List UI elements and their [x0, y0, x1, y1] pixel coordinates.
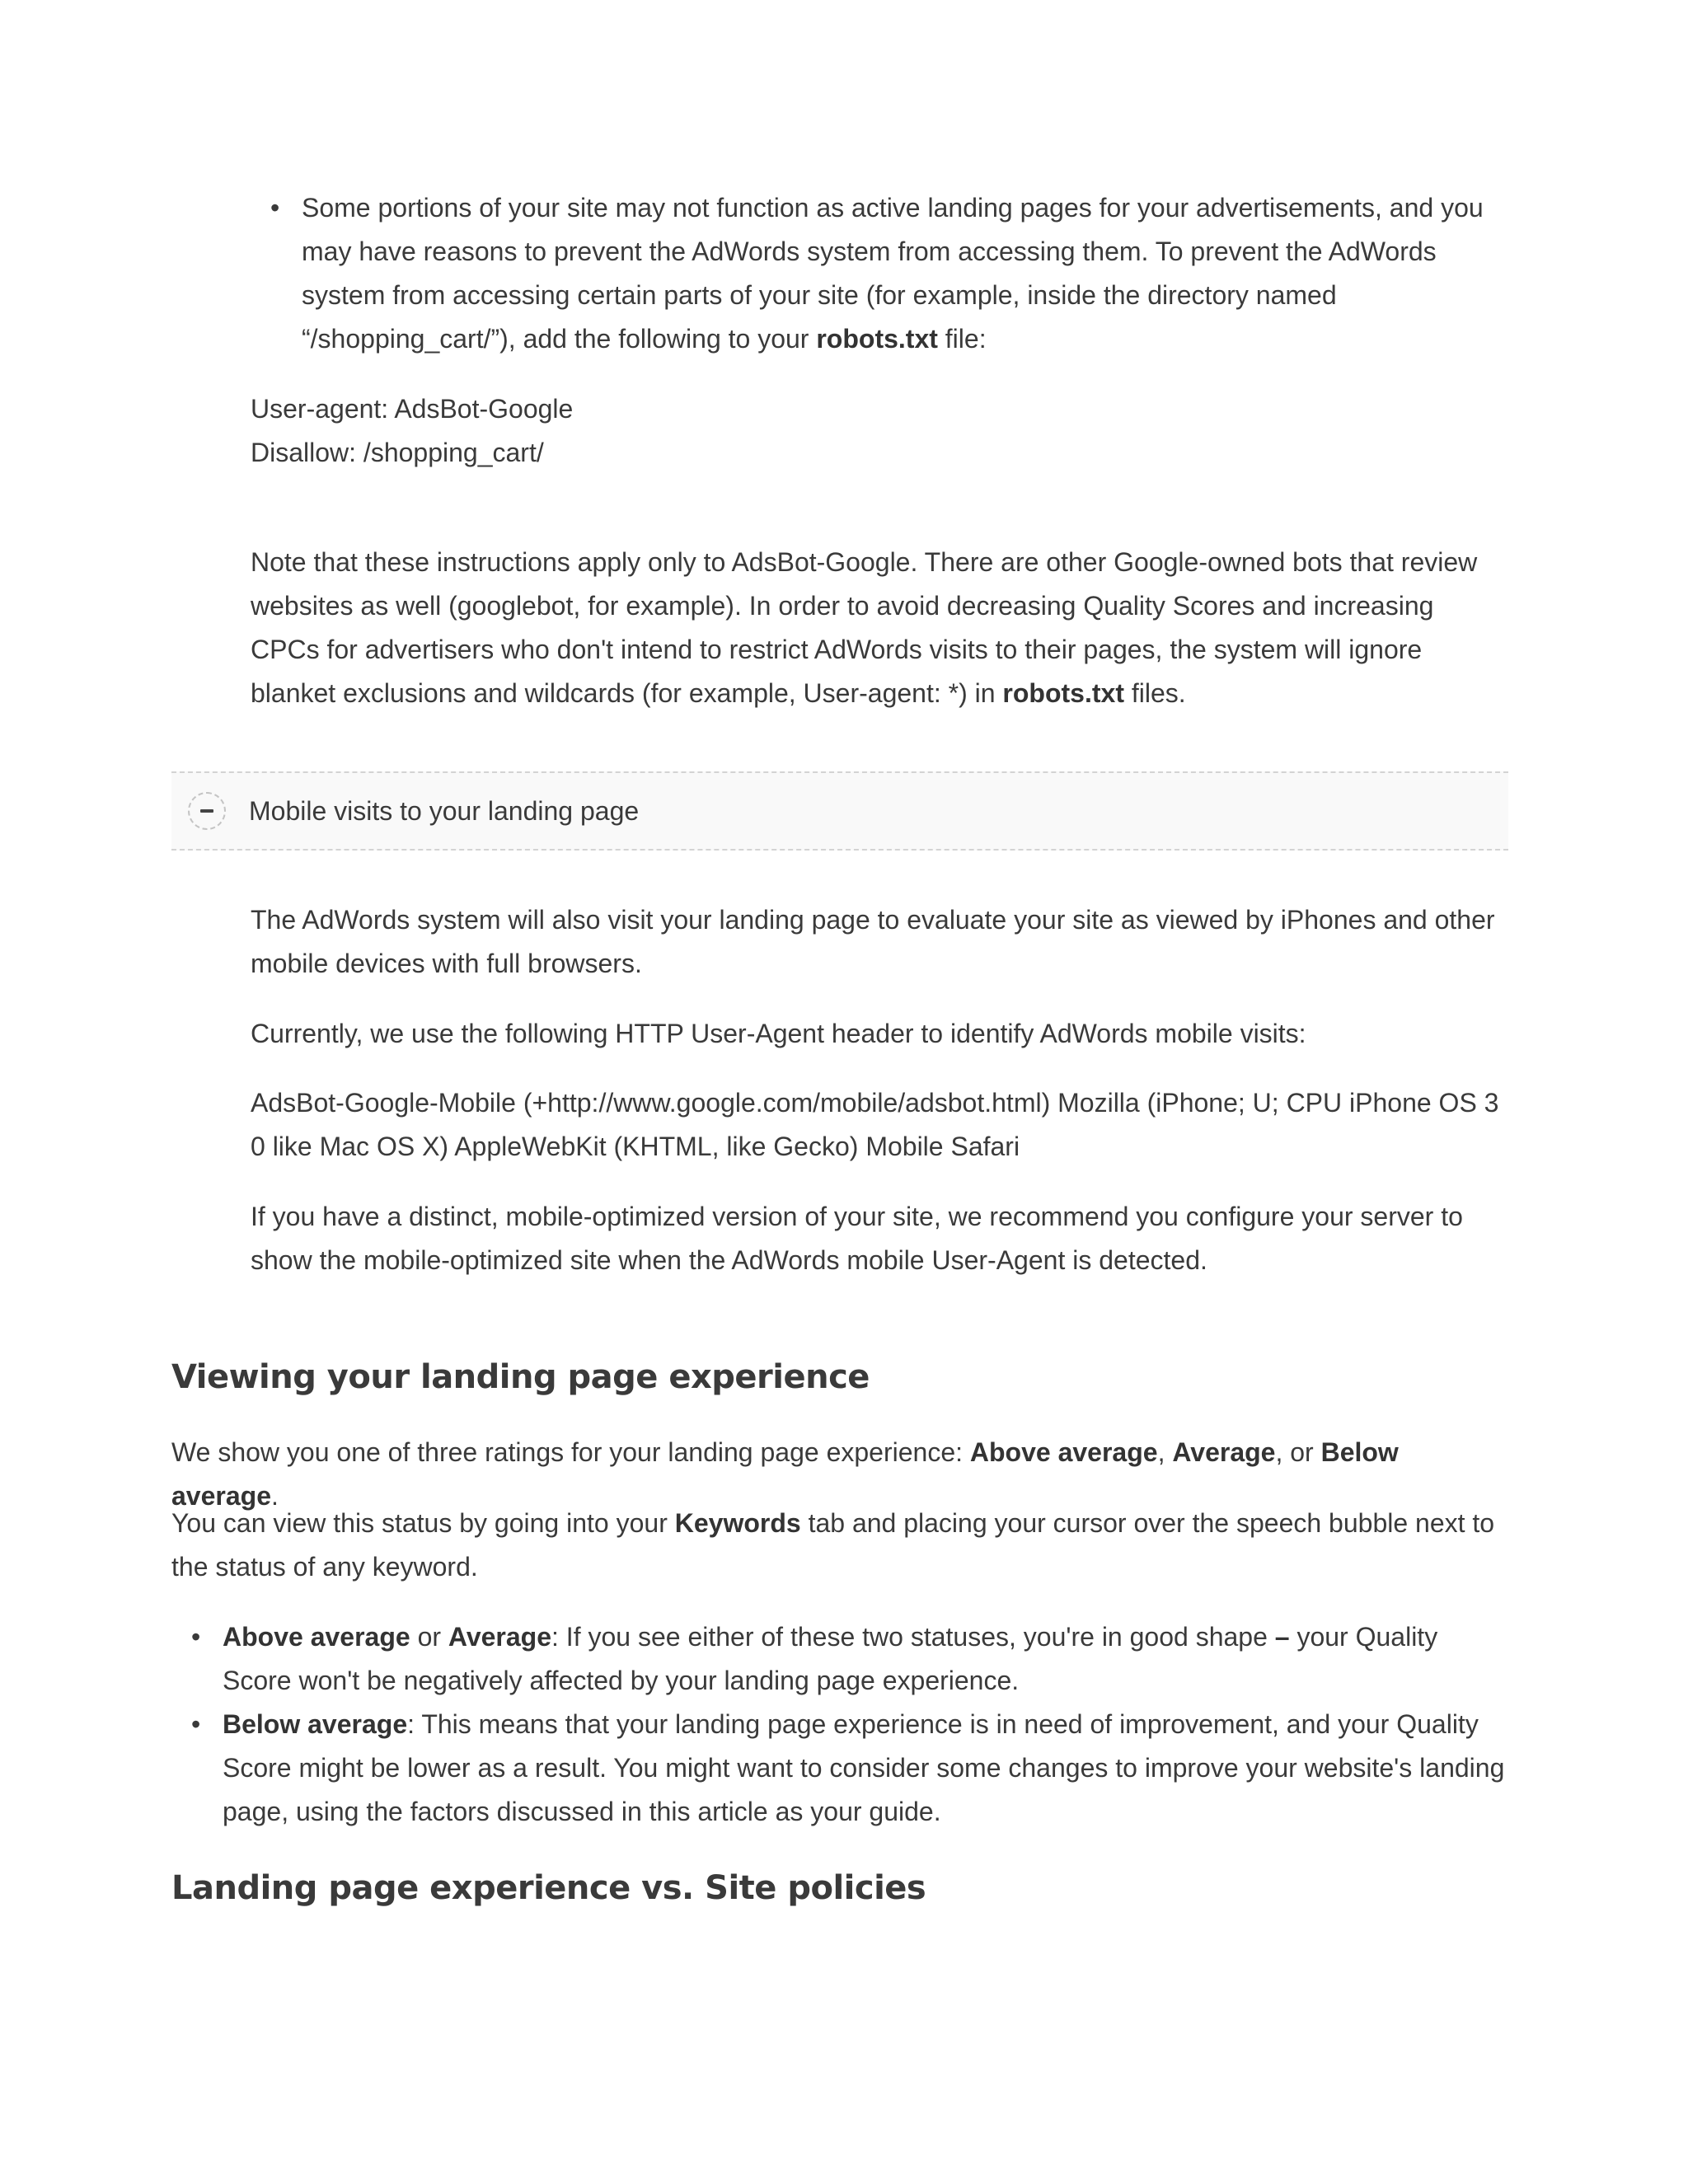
connector: or [410, 1622, 448, 1652]
bullet-dot: • [191, 1622, 201, 1652]
keywords-tab-label: Keywords [674, 1508, 801, 1538]
rating-below-average: Below average [223, 1709, 408, 1739]
code-line-user-agent: User-agent: AdsBot-Google [251, 394, 574, 424]
bullet-text-end: your Quality Score won't be negatively affected by your landing page experience. [223, 1622, 1438, 1695]
rating-below-average: Below average [171, 1437, 1399, 1511]
section-heading-policies: Landing page experience vs. Site policies [171, 1869, 926, 1907]
robots-txt-label: robots.txt [816, 324, 938, 354]
bullet-text: Some portions of your site may not function as active landing pages for your advertisements, and you may have reasons to prevent the AdWords system from accessing them. To prevent the AdWords system from accessing certain parts of your site (for example, inside the directory named “/shopping_cart/”), add the following to your [302, 193, 1484, 354]
mobile-paragraph-1: The AdWords system will also visit your landing page to evaluate your site as viewed by iPhones and other mobile devices with full browsers. [251, 905, 1495, 978]
rating-average: Average [1172, 1437, 1276, 1467]
viewing-paragraph-2 [171, 1502, 1507, 1589]
mobile-user-agent-string: AdsBot-Google-Mobile (+http://www.google.com/mobile/adsbot.html) Mozilla (iPhone; U; CPU iPhone OS 3 0 like Mac OS X) AppleWebKit (KHTML, like Gecko) Mobile Safari [251, 1088, 1499, 1161]
bullet-dot: • [270, 193, 280, 223]
rating-average: Average [448, 1622, 552, 1652]
mobile-paragraph-2: Currently, we use the following HTTP User-Agent header to identify AdWords mobile visits: [251, 1019, 1306, 1048]
bullet-dot: • [191, 1709, 201, 1739]
note-text: Note that these instructions apply only to AdsBot-Google. There are other Google-owned bots that review websites as well (googlebot, for example). In order to avoid decreasing Quality Scores and increasing CPCs for advertisers who don't intend to restrict AdWords visits to their pages, the system will ignore blanket exclusions and wildcards (for example, User-agent: *) in [251, 547, 1478, 708]
robots-note-paragraph [251, 541, 1503, 715]
period: . [270, 1481, 279, 1511]
code-line-disallow: Disallow: /shopping_cart/ [251, 438, 544, 467]
minus-circle-icon[interactable] [188, 792, 226, 830]
bullet-text-end: file: [937, 324, 987, 354]
robots-txt-label: robots.txt [1002, 678, 1124, 708]
note-text-end: files. [1123, 678, 1186, 708]
mobile-paragraph-4: If you have a distinct, mobile-optimized version of your site, we recommend you configure your server to show the mobile-optimized site when the AdWords mobile User-Agent is detected. [251, 1202, 1463, 1275]
separator: , [1157, 1437, 1173, 1467]
viewing-text: We show you one of three ratings for your landing page experience: [171, 1437, 970, 1467]
rating-above-average: Above average [969, 1437, 1158, 1467]
viewing-text: You can view this status by going into your [171, 1508, 675, 1538]
viewing-text-end: tab and placing your cursor over the speech bubble next to the status of any keyword. [171, 1508, 1495, 1582]
section-heading-viewing: Viewing your landing page experience [171, 1358, 870, 1396]
robots-bullet-list [270, 186, 1505, 361]
list-item [270, 186, 1505, 361]
ratings-bullet-list [191, 1615, 1508, 1834]
list-item [191, 1703, 1508, 1834]
accordion-mobile-visits[interactable] [171, 771, 1508, 851]
bullet-text: : If you see either of these two statuses, you're in good shape [551, 1622, 1275, 1652]
dash: – [1274, 1622, 1290, 1652]
rating-above-average: Above average [223, 1622, 410, 1652]
separator: , or [1275, 1437, 1321, 1467]
bullet-text: : This means that your landing page experience is in need of improvement, and your Quality Score might be lower as a result. You might want to consider some changes to improve your website's landing page, using the factors discussed in this article as your guide. [223, 1709, 1505, 1826]
list-item [191, 1615, 1508, 1703]
accordion-label: Mobile visits to your landing page [249, 795, 640, 826]
